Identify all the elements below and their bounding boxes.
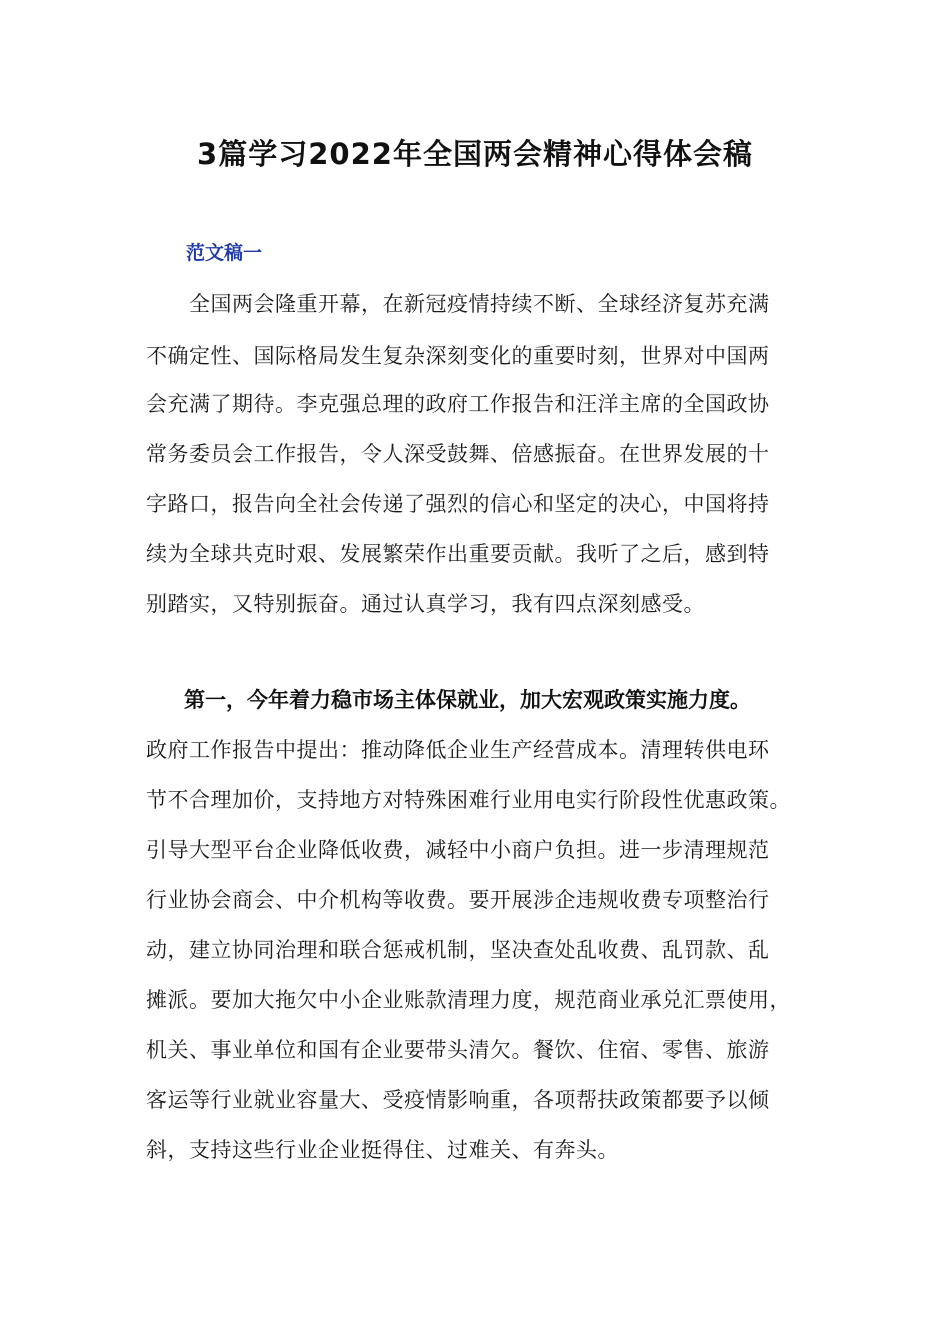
section-heading: 范文稿一: [186, 242, 263, 264]
paragraph-line: 行业协会商会、中介机构等收费。要开展涉企违规收费专项整治行: [146, 888, 770, 912]
paragraph-line: 会充满了期待。李克强总理的政府工作报告和汪洋主席的全国政协: [146, 392, 770, 416]
paragraph-line: 字路口，报告向全社会传递了强烈的信心和坚定的决心，中国将持: [146, 492, 770, 516]
paragraph-line: 斜，支持这些行业企业挺得住、过难关、有奔头。: [146, 1138, 619, 1162]
document-title: 3篇学习2022年全国两会精神心得体会稿: [197, 137, 753, 171]
paragraph-line: 不确定性、国际格局发生复杂深刻变化的重要时刻，世界对中国两: [146, 344, 770, 368]
paragraph-line: 动，建立协同治理和联合惩戒机制，坚决查处乱收费、乱罚款、乱: [146, 938, 770, 962]
paragraph-line: 节不合理加价，支持地方对特殊困难行业用电实行阶段性优惠政策。: [146, 788, 791, 812]
paragraph-line: 摊派。要加大拖欠中小企业账款清理力度，规范商业承兑汇票使用，: [146, 988, 791, 1012]
paragraph-line: 全国两会隆重开幕，在新冠疫情持续不断、全球经济复苏充满: [146, 292, 770, 316]
paragraph-line: 常务委员会工作报告，令人深受鼓舞、倍感振奋。在世界发展的十: [146, 442, 770, 466]
paragraph-line: 续为全球共克时艰、发展繁荣作出重要贡献。我听了之后，感到特: [146, 542, 770, 566]
paragraph-line: 政府工作报告中提出：推动降低企业生产经营成本。清理转供电环: [146, 738, 770, 762]
paragraph-line: 引导大型平台企业降低收费，减轻中小商户负担。进一步清理规范: [146, 838, 770, 862]
paragraph-line: 客运等行业就业容量大、受疫情影响重，各项帮扶政策都要予以倾: [146, 1088, 770, 1112]
point-1-heading: 第一，今年着力稳市场主体保就业，加大宏观政策实施力度。: [184, 688, 751, 712]
paragraph-line: 别踏实，又特别振奋。通过认真学习，我有四点深刻感受。: [146, 592, 705, 616]
paragraph-line: 机关、事业单位和国有企业要带头清欠。餐饮、住宿、零售、旅游: [146, 1038, 770, 1062]
